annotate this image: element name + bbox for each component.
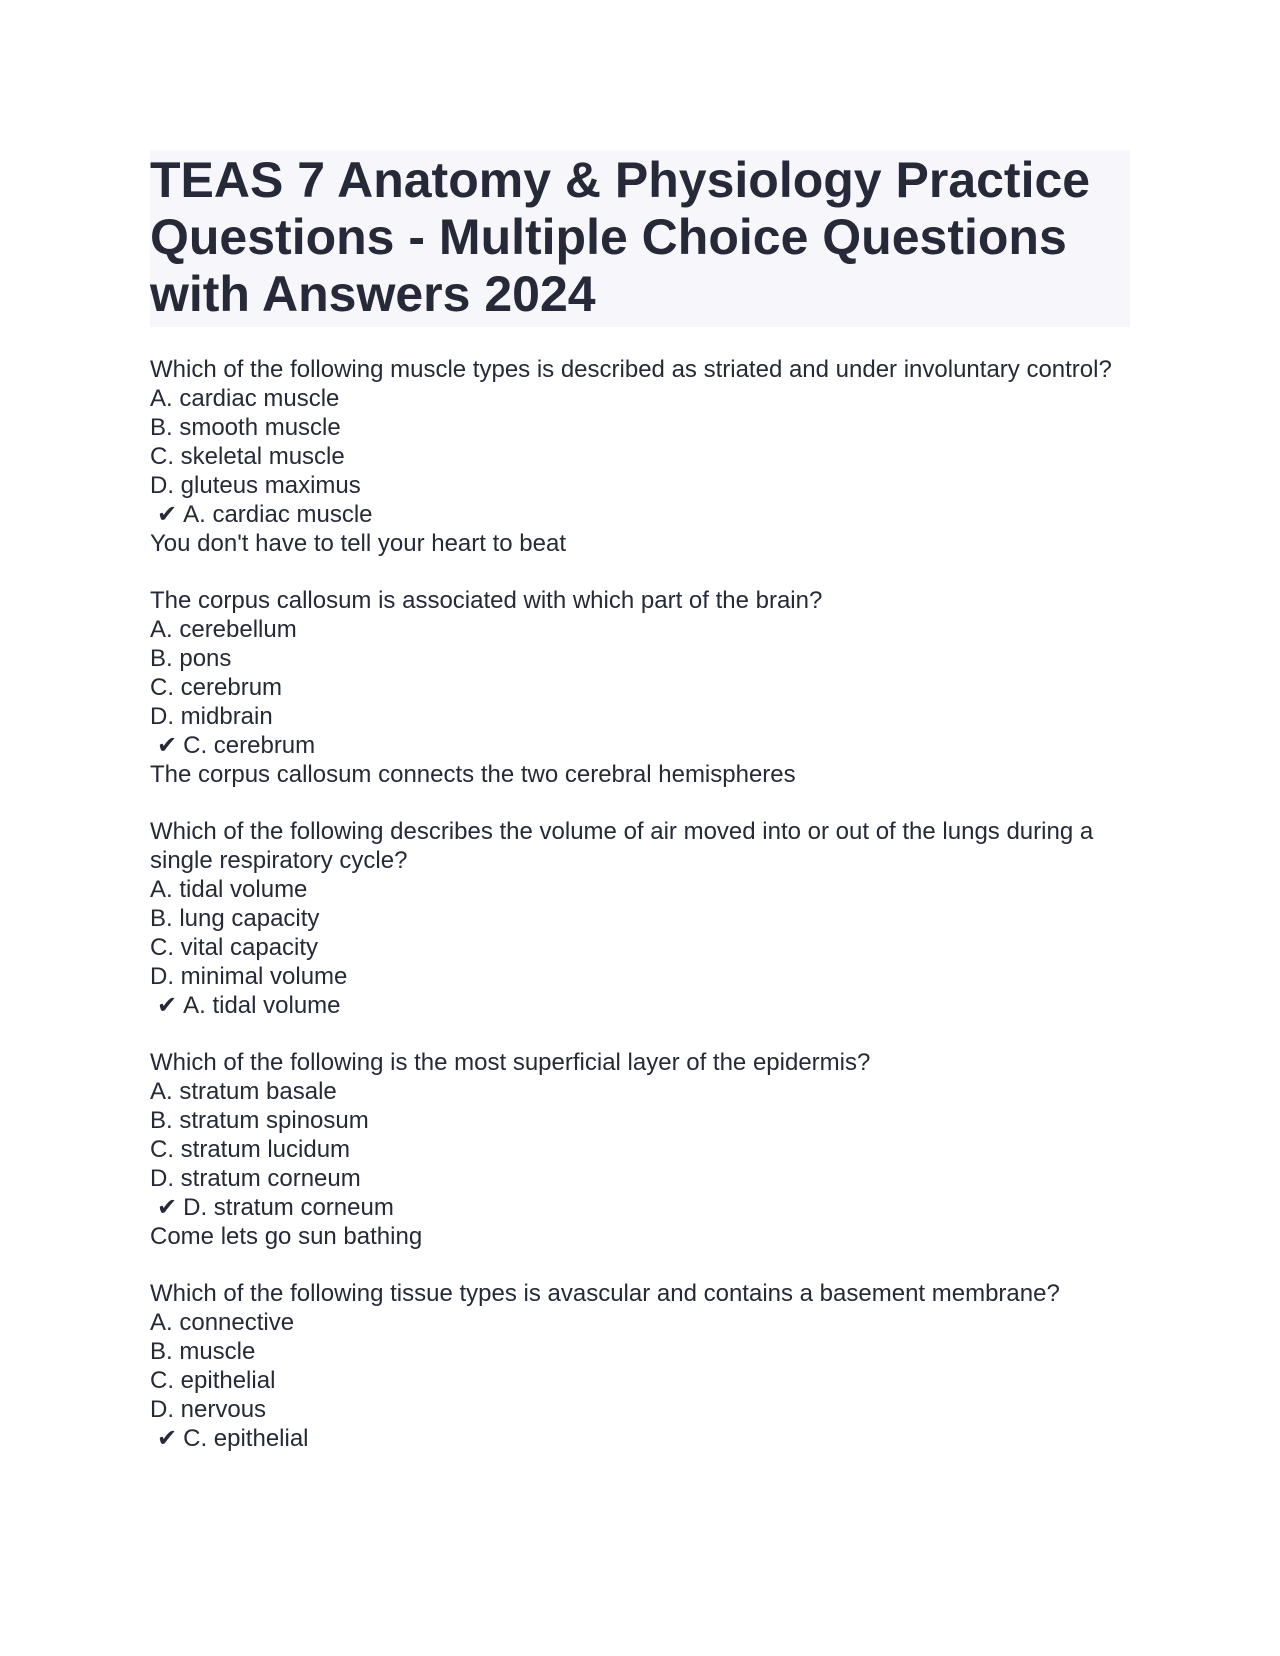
option-c: C. epithelial	[150, 1367, 276, 1394]
option-b: B. pons	[150, 645, 232, 672]
correct-answer	[150, 1193, 1130, 1222]
option-b: B. lung capacity	[150, 905, 320, 932]
option-d: D. stratum corneum	[150, 1165, 361, 1192]
correct-answer-text: A. cardiac muscle	[183, 501, 373, 528]
explanation: You don't have to tell your heart to beat	[150, 530, 566, 557]
check-icon: ✔	[157, 1425, 178, 1452]
correct-answer	[150, 1424, 1130, 1453]
question-text: Which of the following muscle types is described as striated and under involuntary control?	[150, 356, 1112, 383]
correct-answer	[150, 500, 1130, 529]
option-c: C. skeletal muscle	[150, 443, 345, 470]
title-banner	[150, 150, 1130, 327]
correct-answer-text: A. tidal volume	[183, 992, 341, 1019]
option-d: D. midbrain	[150, 703, 273, 730]
option-c: C. vital capacity	[150, 934, 319, 961]
document-page	[150, 150, 1130, 1481]
correct-answer	[150, 731, 1130, 760]
question-block-2	[150, 586, 1130, 789]
question-text: The corpus callosum is associated with which part of the brain?	[150, 587, 823, 614]
option-d: D. minimal volume	[150, 963, 348, 990]
option-a: A. stratum basale	[150, 1078, 337, 1105]
option-c: C. stratum lucidum	[150, 1136, 351, 1163]
explanation: Come lets go sun bathing	[150, 1223, 423, 1250]
option-c: C. cerebrum	[150, 674, 283, 701]
option-a: A. connective	[150, 1309, 295, 1336]
explanation: The corpus callosum connects the two cerebral hemispheres	[150, 761, 796, 788]
question-text: Which of the following describes the volume of air moved into or out of the lungs during a single respiratory cycle?	[150, 818, 1094, 874]
correct-answer-text: D. stratum corneum	[183, 1194, 394, 1221]
option-a: A. cerebellum	[150, 616, 297, 643]
question-block-5	[150, 1279, 1130, 1453]
option-b: B. smooth muscle	[150, 414, 341, 441]
check-icon: ✔	[157, 992, 178, 1019]
option-b: B. muscle	[150, 1338, 256, 1365]
question-block-4	[150, 1048, 1130, 1251]
document-title: TEAS 7 Anatomy & Physiology Practice Questions - Multiple Choice Questions with Answers 2024	[150, 152, 1091, 322]
option-a: A. cardiac muscle	[150, 385, 340, 412]
check-icon: ✔	[157, 501, 178, 528]
correct-answer-text: C. epithelial	[183, 1425, 309, 1452]
check-icon: ✔	[157, 732, 178, 759]
question-block-3	[150, 817, 1130, 1020]
question-block-1	[150, 355, 1130, 558]
option-d: D. gluteus maximus	[150, 472, 361, 499]
question-text: Which of the following tissue types is avascular and contains a basement membrane?	[150, 1280, 1060, 1307]
option-a: A. tidal volume	[150, 876, 308, 903]
correct-answer-text: C. cerebrum	[183, 732, 316, 759]
check-icon: ✔	[157, 1194, 178, 1221]
option-b: B. stratum spinosum	[150, 1107, 369, 1134]
correct-answer	[150, 991, 1130, 1020]
option-d: D. nervous	[150, 1396, 267, 1423]
question-text: Which of the following is the most superficial layer of the epidermis?	[150, 1049, 871, 1076]
